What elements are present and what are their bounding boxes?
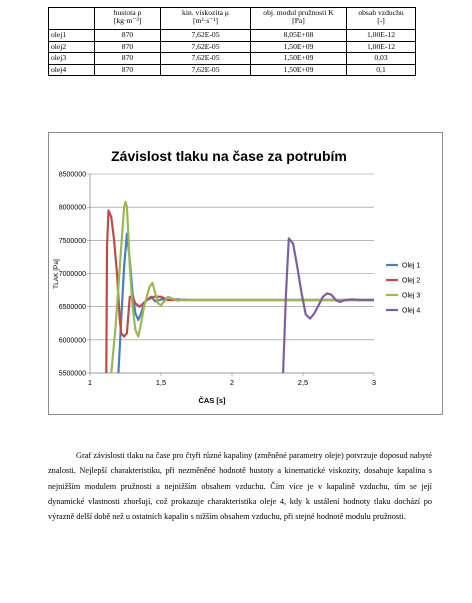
series-line-olej-2 [106, 211, 374, 374]
header-cell-bulk-modulus [251, 8, 347, 30]
conclusion-paragraph: Graf závislosti tlaku na čase pro čtyři různé kapaliny (změněné parametry oleje) potvrzuje doposud nabyté znalosti. Nejlepší charakteristiku, při nezměněné hodnotě hustoty a kinematické viskozity, dosahuje kapalina s nejnižším modulem pružnosti a nejnižším obsahem vzduchu. Čím více je v kapalině vzduchu, tím se její dynamické vlastnosti zhoršují, což prokazuje charakteristika oleje 4, kdy k ustálení hodnoty tlaku dochází po výrazně delší době než u ostatních kapalin s nižším obsahem vzduchu, při stejné hodnotě modulu pružnosti. [48, 451, 432, 522]
chart-series [106, 202, 374, 373]
chart-gridlines [90, 174, 374, 373]
table-cell: 870 [95, 30, 161, 42]
x-tick-label: 1 [87, 378, 93, 387]
series-line-olej-1 [118, 234, 374, 373]
chart-canvas [49, 133, 442, 414]
legend-label-olej-3: Olej 3 [402, 292, 421, 300]
legend-label-olej-4: Olej 4 [402, 307, 421, 315]
legend-label-olej-1: Olej 1 [402, 262, 421, 270]
x-tick-label: 2 [229, 378, 235, 387]
series-line-olej-3 [111, 202, 374, 373]
y-tick-label: 5500000 [58, 370, 86, 378]
header-label: hustota ρ [113, 8, 142, 17]
table-row [49, 30, 416, 42]
table-cell: 0,1 [347, 64, 416, 76]
y-tick-label: 6500000 [58, 304, 86, 312]
y-axis-label: TLAK [Pa] [53, 259, 60, 289]
table-cell: 870 [95, 64, 161, 76]
x-tick-label: 3 [371, 378, 377, 387]
header-unit: [m²·s⁻¹] [192, 15, 218, 25]
header-label: obsah vzduchu [358, 8, 404, 17]
oil-properties-table [48, 7, 416, 76]
table-row [49, 53, 416, 65]
header-unit: [Pa] [292, 15, 305, 25]
table-cell: 1,50E+09 [251, 64, 347, 76]
header-cell-density [95, 8, 161, 30]
series-line-olej-4 [283, 238, 374, 373]
chart-legend [386, 263, 420, 315]
table-cell: 870 [95, 53, 161, 65]
y-tick-label: 8500000 [58, 171, 86, 179]
y-tick-label: 7500000 [58, 237, 86, 245]
header-unit: [-] [377, 15, 385, 25]
header-cell-air-content [347, 8, 416, 30]
pressure-time-chart [48, 132, 443, 415]
table-cell: 870 [95, 41, 161, 53]
row-label: olej3 [49, 53, 95, 65]
legend-label-olej-2: Olej 2 [402, 277, 421, 285]
table-cell: 1,00E-12 [347, 41, 416, 53]
y-tick-label: 6000000 [58, 337, 86, 345]
table-row [49, 64, 416, 76]
header-label: obj. modul pružnosti K [263, 8, 334, 17]
y-tick-label: 7000000 [58, 271, 86, 278]
table-cell: 7,62E-05 [161, 30, 251, 42]
row-label: olej4 [49, 64, 95, 76]
chart-title: Závislost tlaku na čase za potrubím [111, 148, 347, 164]
table-row [49, 41, 416, 53]
x-tick-label: 2,5 [297, 378, 309, 387]
y-tick-label: 8000000 [58, 204, 86, 212]
table-cell: 0,03 [347, 53, 416, 65]
table-cell: 1,50E+09 [251, 41, 347, 53]
table-cell: 1,00E-12 [347, 30, 416, 42]
table-cell: 8,05E+08 [251, 30, 347, 42]
row-label: olej2 [49, 41, 95, 53]
table-header-row [49, 8, 416, 30]
table-cell: 7,62E-05 [161, 53, 251, 65]
x-axis-label: ČAS [s] [198, 396, 226, 405]
header-unit: [kg·m⁻³] [113, 15, 142, 25]
header-label: kin. viskozita μ [182, 8, 229, 17]
x-tick-label: 1,5 [155, 378, 167, 387]
header-cell-viscosity [161, 8, 251, 30]
table-cell: 7,62E-05 [161, 41, 251, 53]
table-cell: 7,62E-05 [161, 64, 251, 76]
table-cell: 1,50E+09 [251, 53, 347, 65]
header-cell-empty [49, 8, 95, 30]
row-label: olej1 [49, 30, 95, 42]
